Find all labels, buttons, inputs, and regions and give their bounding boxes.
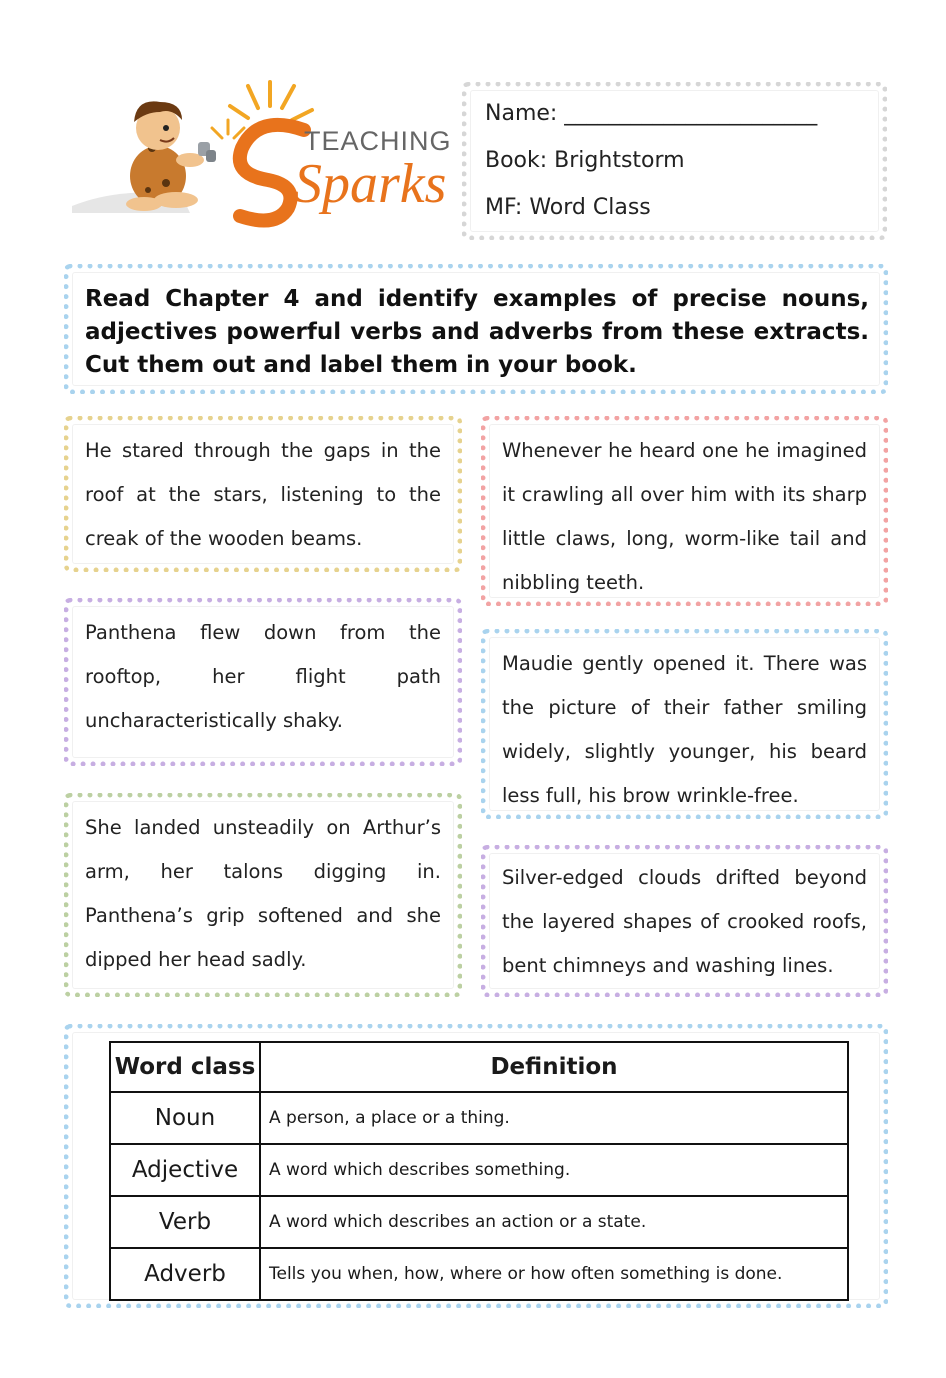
definition-cell: A person, a place or a thing. xyxy=(260,1092,848,1144)
column-header-definition: Definition xyxy=(260,1042,848,1092)
extract-text: Whenever he heard one he imagined it crawling all over him with its sharp little claws, long, worm-like tail and nibbling teeth. xyxy=(502,439,867,594)
word-class-table xyxy=(109,1041,849,1301)
definition-cell: A word which describes an action or a state. xyxy=(260,1196,848,1248)
extract-card-3 xyxy=(64,598,462,766)
extract-text: He stared through the gaps in the roof at the stars, listening to the creak of the wooden beams. xyxy=(85,439,441,550)
extract-text: Panthena flew down from the rooftop, her flight path uncharacteristically shaky. xyxy=(85,621,441,732)
extract-card-5 xyxy=(64,793,462,997)
instructions-text: Read Chapter 4 and identify examples of precise nouns, adjectives powerful verbs and adverbs from these extracts. Cut them out and label them in your book. xyxy=(85,286,869,378)
word-class-cell: Adjective xyxy=(110,1144,260,1196)
extract-text: Silver-edged clouds drifted beyond the layered shapes of crooked roofs, bent chimneys and washing lines. xyxy=(502,866,867,977)
extract-text: Maudie gently opened it. There was the picture of their father smiling widely, slightly younger, his beard less full, his brow wrinkle-free. xyxy=(502,652,867,807)
book-label: Book: Brightstorm xyxy=(485,148,685,173)
word-class-cell: Verb xyxy=(110,1196,260,1248)
name-field[interactable]: Name: _______________________ xyxy=(485,101,818,126)
extract-card-1 xyxy=(64,416,462,572)
teaching-sparks-logo xyxy=(72,78,452,228)
logo-teaching-text: TEACHING xyxy=(304,126,452,156)
table-row xyxy=(110,1196,848,1248)
word-class-table-box xyxy=(64,1024,888,1308)
extract-card-2 xyxy=(481,416,888,606)
table-row xyxy=(110,1144,848,1196)
definition-cell: A word which describes something. xyxy=(260,1144,848,1196)
definition-cell: Tells you when, how, where or how often something is done. xyxy=(260,1248,848,1300)
instructions-box xyxy=(64,264,888,394)
table-row xyxy=(110,1092,848,1144)
mf-label: MF: Word Class xyxy=(485,195,651,220)
column-header-word-class: Word class xyxy=(110,1042,260,1092)
student-info-box xyxy=(462,82,887,240)
word-class-cell: Adverb xyxy=(110,1248,260,1300)
logo-sparks-text: Sparks xyxy=(294,153,447,215)
extract-card-4 xyxy=(481,629,888,819)
caveman-mascot-icon xyxy=(72,78,452,228)
extract-card-6 xyxy=(481,845,888,997)
word-class-cell: Noun xyxy=(110,1092,260,1144)
table-row xyxy=(110,1248,848,1300)
table-header-row xyxy=(110,1042,848,1092)
extract-text: She landed unsteadily on Arthur’s arm, her talons digging in. Panthena’s grip softened and she dipped her head sadly. xyxy=(85,816,441,971)
